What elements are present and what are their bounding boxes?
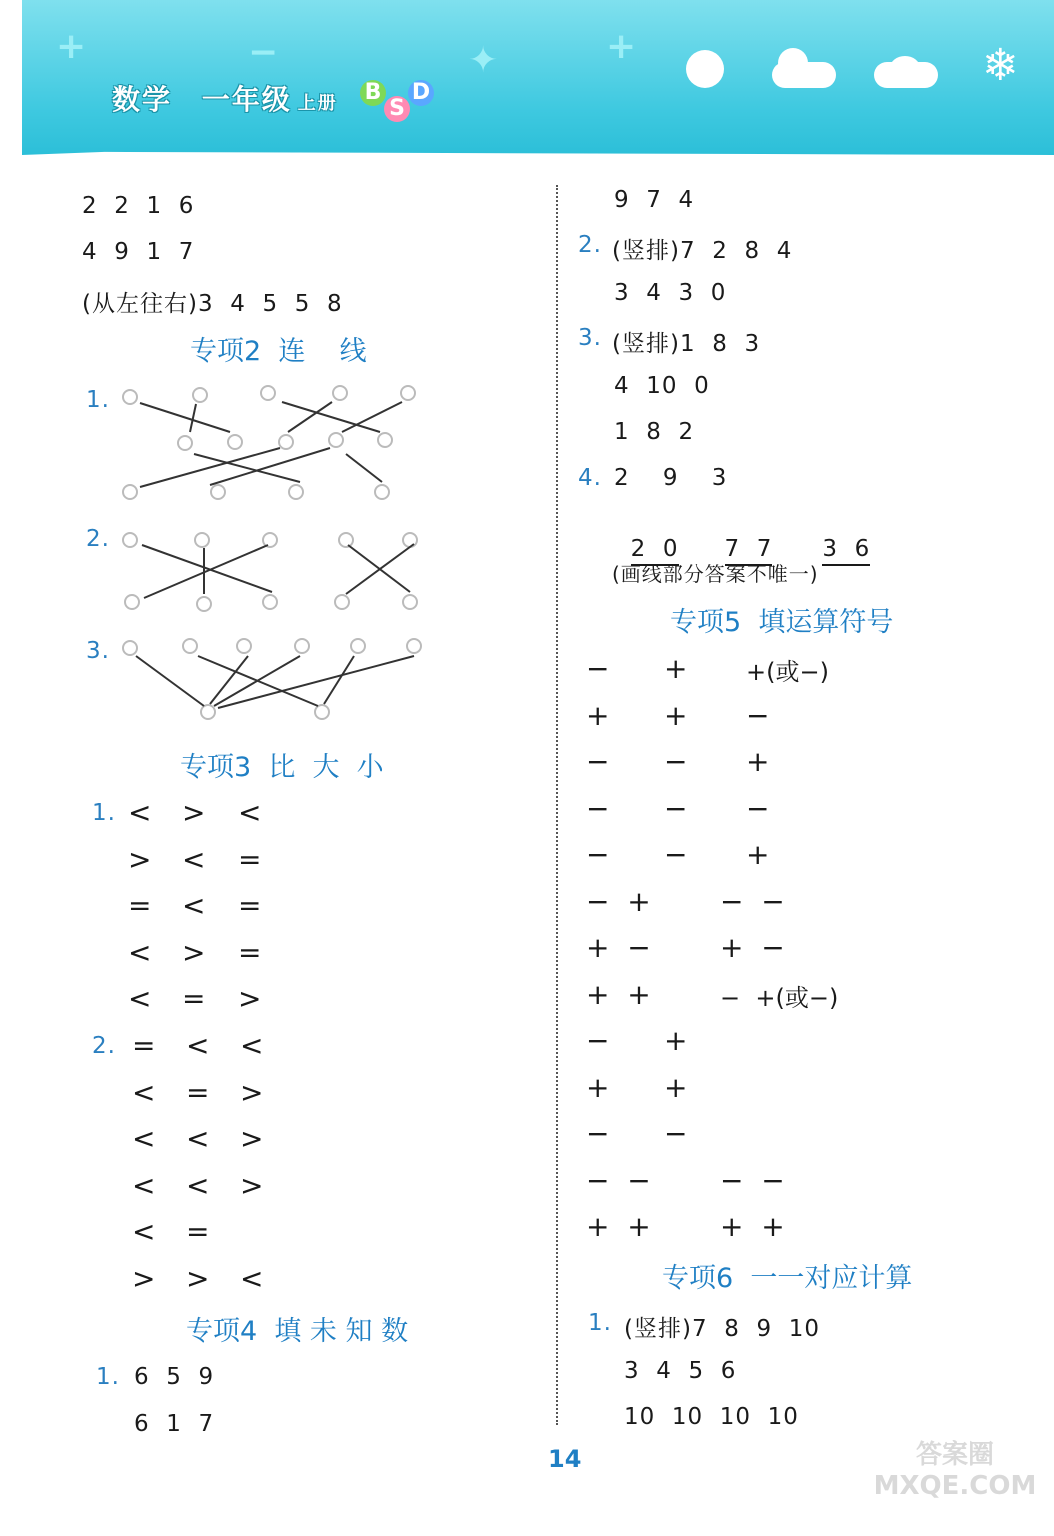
comparison-symbol: > bbox=[182, 796, 206, 829]
comparison-symbol: < bbox=[128, 796, 152, 829]
answer-note: (画线部分答案不唯一) bbox=[612, 562, 819, 586]
answer-line: 10 10 10 10 bbox=[624, 1404, 799, 1430]
question-number: 1. bbox=[92, 800, 116, 826]
question-number: 1. bbox=[96, 1364, 120, 1390]
comparison-symbol: < bbox=[182, 889, 206, 922]
comparison-symbol: < bbox=[132, 1168, 156, 1202]
comparison-symbol: = bbox=[128, 889, 152, 922]
plus-sparkle-icon: + bbox=[56, 26, 87, 67]
comparison-symbol: = bbox=[182, 982, 206, 1015]
operator-symbol: − +(或−) bbox=[720, 983, 839, 1012]
operator-symbol: − bbox=[664, 838, 688, 871]
operator-symbol: − bbox=[664, 1117, 688, 1150]
operator-symbol: − bbox=[746, 791, 770, 825]
operator-symbol: − bbox=[586, 1024, 610, 1057]
answer-line: (竖排)7 8 9 10 bbox=[624, 1316, 820, 1342]
question-number: 3. bbox=[578, 325, 602, 351]
comparison-symbol: > bbox=[240, 1075, 264, 1109]
operator-symbol: +(或−) bbox=[746, 658, 829, 686]
answer-line bbox=[614, 510, 870, 562]
section-heading-6: 专项6 一一对应计算 bbox=[662, 1263, 913, 1294]
question-number: 1. bbox=[86, 387, 110, 413]
comparison-symbol: < bbox=[186, 1168, 210, 1202]
comparison-symbol: < bbox=[186, 1029, 210, 1062]
snowflake-icon: ❄ bbox=[982, 40, 1019, 91]
question-number: 3. bbox=[86, 638, 110, 664]
operator-symbol: − bbox=[586, 791, 610, 825]
answer-line: 3 4 5 6 bbox=[624, 1358, 737, 1384]
question-number: 2. bbox=[578, 232, 602, 258]
comparison-symbol: > bbox=[132, 1261, 156, 1295]
operator-symbol: − bbox=[586, 838, 610, 871]
question-number: 1. bbox=[588, 1310, 612, 1336]
operator-symbol: − bbox=[746, 698, 770, 732]
star-sparkle-icon: ✦ bbox=[468, 40, 499, 81]
comparison-symbol: < bbox=[240, 1261, 264, 1295]
operator-symbol: + bbox=[586, 698, 610, 732]
operator-symbol: + bbox=[664, 698, 688, 732]
operator-symbol: − − bbox=[720, 1163, 785, 1197]
operator-symbol: + − bbox=[720, 931, 785, 964]
plus-sparkle-icon: + bbox=[606, 26, 637, 67]
comparison-symbol: = bbox=[186, 1215, 210, 1248]
operator-symbol: − bbox=[586, 652, 610, 685]
watermark-logo: 答案圈 MXQE.COM bbox=[873, 1440, 1037, 1502]
operator-symbol: + bbox=[664, 652, 688, 685]
book-title bbox=[112, 78, 338, 118]
subject-label: 数学 bbox=[112, 83, 173, 116]
comparison-symbol: < bbox=[186, 1122, 210, 1155]
sun-icon bbox=[686, 50, 724, 88]
column-divider bbox=[556, 185, 558, 1425]
operator-symbol: + − bbox=[586, 931, 651, 964]
operator-symbol: − − bbox=[720, 884, 785, 918]
answer-line: 2 9 3 bbox=[614, 465, 728, 491]
operator-symbol: − bbox=[586, 1117, 610, 1150]
comparison-symbol: < bbox=[132, 1215, 156, 1248]
section-heading-5: 专项5 填运算符号 bbox=[670, 607, 894, 638]
operator-symbol: − bbox=[664, 745, 688, 778]
operator-symbol: + bbox=[664, 1070, 688, 1104]
comparison-symbol: = bbox=[186, 1075, 210, 1109]
minus-sparkle-icon: − bbox=[248, 32, 279, 73]
answer-line: 1 8 2 bbox=[614, 419, 695, 445]
brand-letter-s: S bbox=[384, 96, 410, 122]
comparison-symbol: = bbox=[238, 842, 262, 876]
comparison-symbol: < bbox=[128, 935, 152, 969]
answer-line: 6 5 9 bbox=[134, 1364, 215, 1390]
operator-symbol: + bbox=[586, 1070, 610, 1104]
comparison-symbol: < bbox=[182, 842, 206, 876]
comparison-symbol: < bbox=[132, 1122, 156, 1155]
operator-symbol: + bbox=[746, 745, 770, 778]
answer-line: (竖排)1 8 3 bbox=[612, 331, 761, 357]
comparison-symbol: = bbox=[238, 935, 262, 969]
answer-line: 4 9 1 7 bbox=[82, 239, 195, 265]
question-number: 2. bbox=[92, 1033, 116, 1059]
section-heading-3: 专项3 比 大 小 bbox=[180, 752, 384, 783]
answer-line: (从左往右)3 4 5 5 8 bbox=[82, 291, 343, 317]
page-number: 14 bbox=[548, 1445, 582, 1473]
comparison-symbol: > bbox=[238, 982, 262, 1015]
answer-line: 2 2 1 6 bbox=[82, 193, 195, 219]
comparison-symbol: = bbox=[238, 889, 262, 922]
section-heading-2: 专项2 连 线 bbox=[190, 336, 367, 367]
comparison-symbol: > bbox=[128, 842, 152, 876]
comparison-symbol: > bbox=[186, 1261, 210, 1295]
comparison-symbol: < bbox=[238, 796, 262, 829]
comparison-symbol: < bbox=[240, 1029, 264, 1062]
operator-symbol: + bbox=[664, 1024, 688, 1057]
comparison-symbol: < bbox=[132, 1075, 156, 1109]
answer-line: (竖排)7 2 8 4 bbox=[612, 238, 793, 264]
comparison-symbol: = bbox=[132, 1029, 156, 1062]
operator-symbol: − bbox=[664, 791, 688, 825]
volume-label: 上册 bbox=[297, 93, 338, 114]
comparison-symbol: < bbox=[128, 982, 152, 1015]
operator-symbol: + + bbox=[586, 1210, 651, 1243]
operator-symbol: − + bbox=[586, 884, 651, 918]
section-heading-4: 专项4 填 未 知 数 bbox=[186, 1316, 409, 1347]
comparison-symbol: > bbox=[240, 1168, 264, 1202]
brand-letter-b: B bbox=[360, 80, 386, 106]
operator-symbol: + + bbox=[586, 977, 651, 1011]
answer-line: 3 4 3 0 bbox=[614, 280, 727, 306]
operator-symbol: − − bbox=[586, 1163, 651, 1197]
comparison-symbol: > bbox=[182, 935, 206, 969]
operator-symbol: + bbox=[746, 838, 770, 871]
comparison-symbol: > bbox=[240, 1122, 264, 1155]
question-number: 4. bbox=[578, 465, 602, 491]
grade-label: 一年级 bbox=[201, 83, 292, 116]
matching-lines-diagram bbox=[110, 380, 430, 720]
answer-line: 6 1 7 bbox=[134, 1411, 215, 1437]
underlined-answer: 2 0 bbox=[631, 536, 679, 566]
answer-line: 9 7 4 bbox=[614, 187, 695, 213]
question-number: 2. bbox=[86, 526, 110, 552]
answer-line: 4 10 0 bbox=[614, 373, 710, 399]
operator-symbol: + + bbox=[720, 1210, 785, 1243]
underlined-answer: 3 6 bbox=[822, 536, 870, 566]
brand-letter-d: D bbox=[408, 80, 434, 106]
operator-symbol: − bbox=[586, 745, 610, 778]
underlined-answer: 7 7 bbox=[725, 536, 773, 566]
